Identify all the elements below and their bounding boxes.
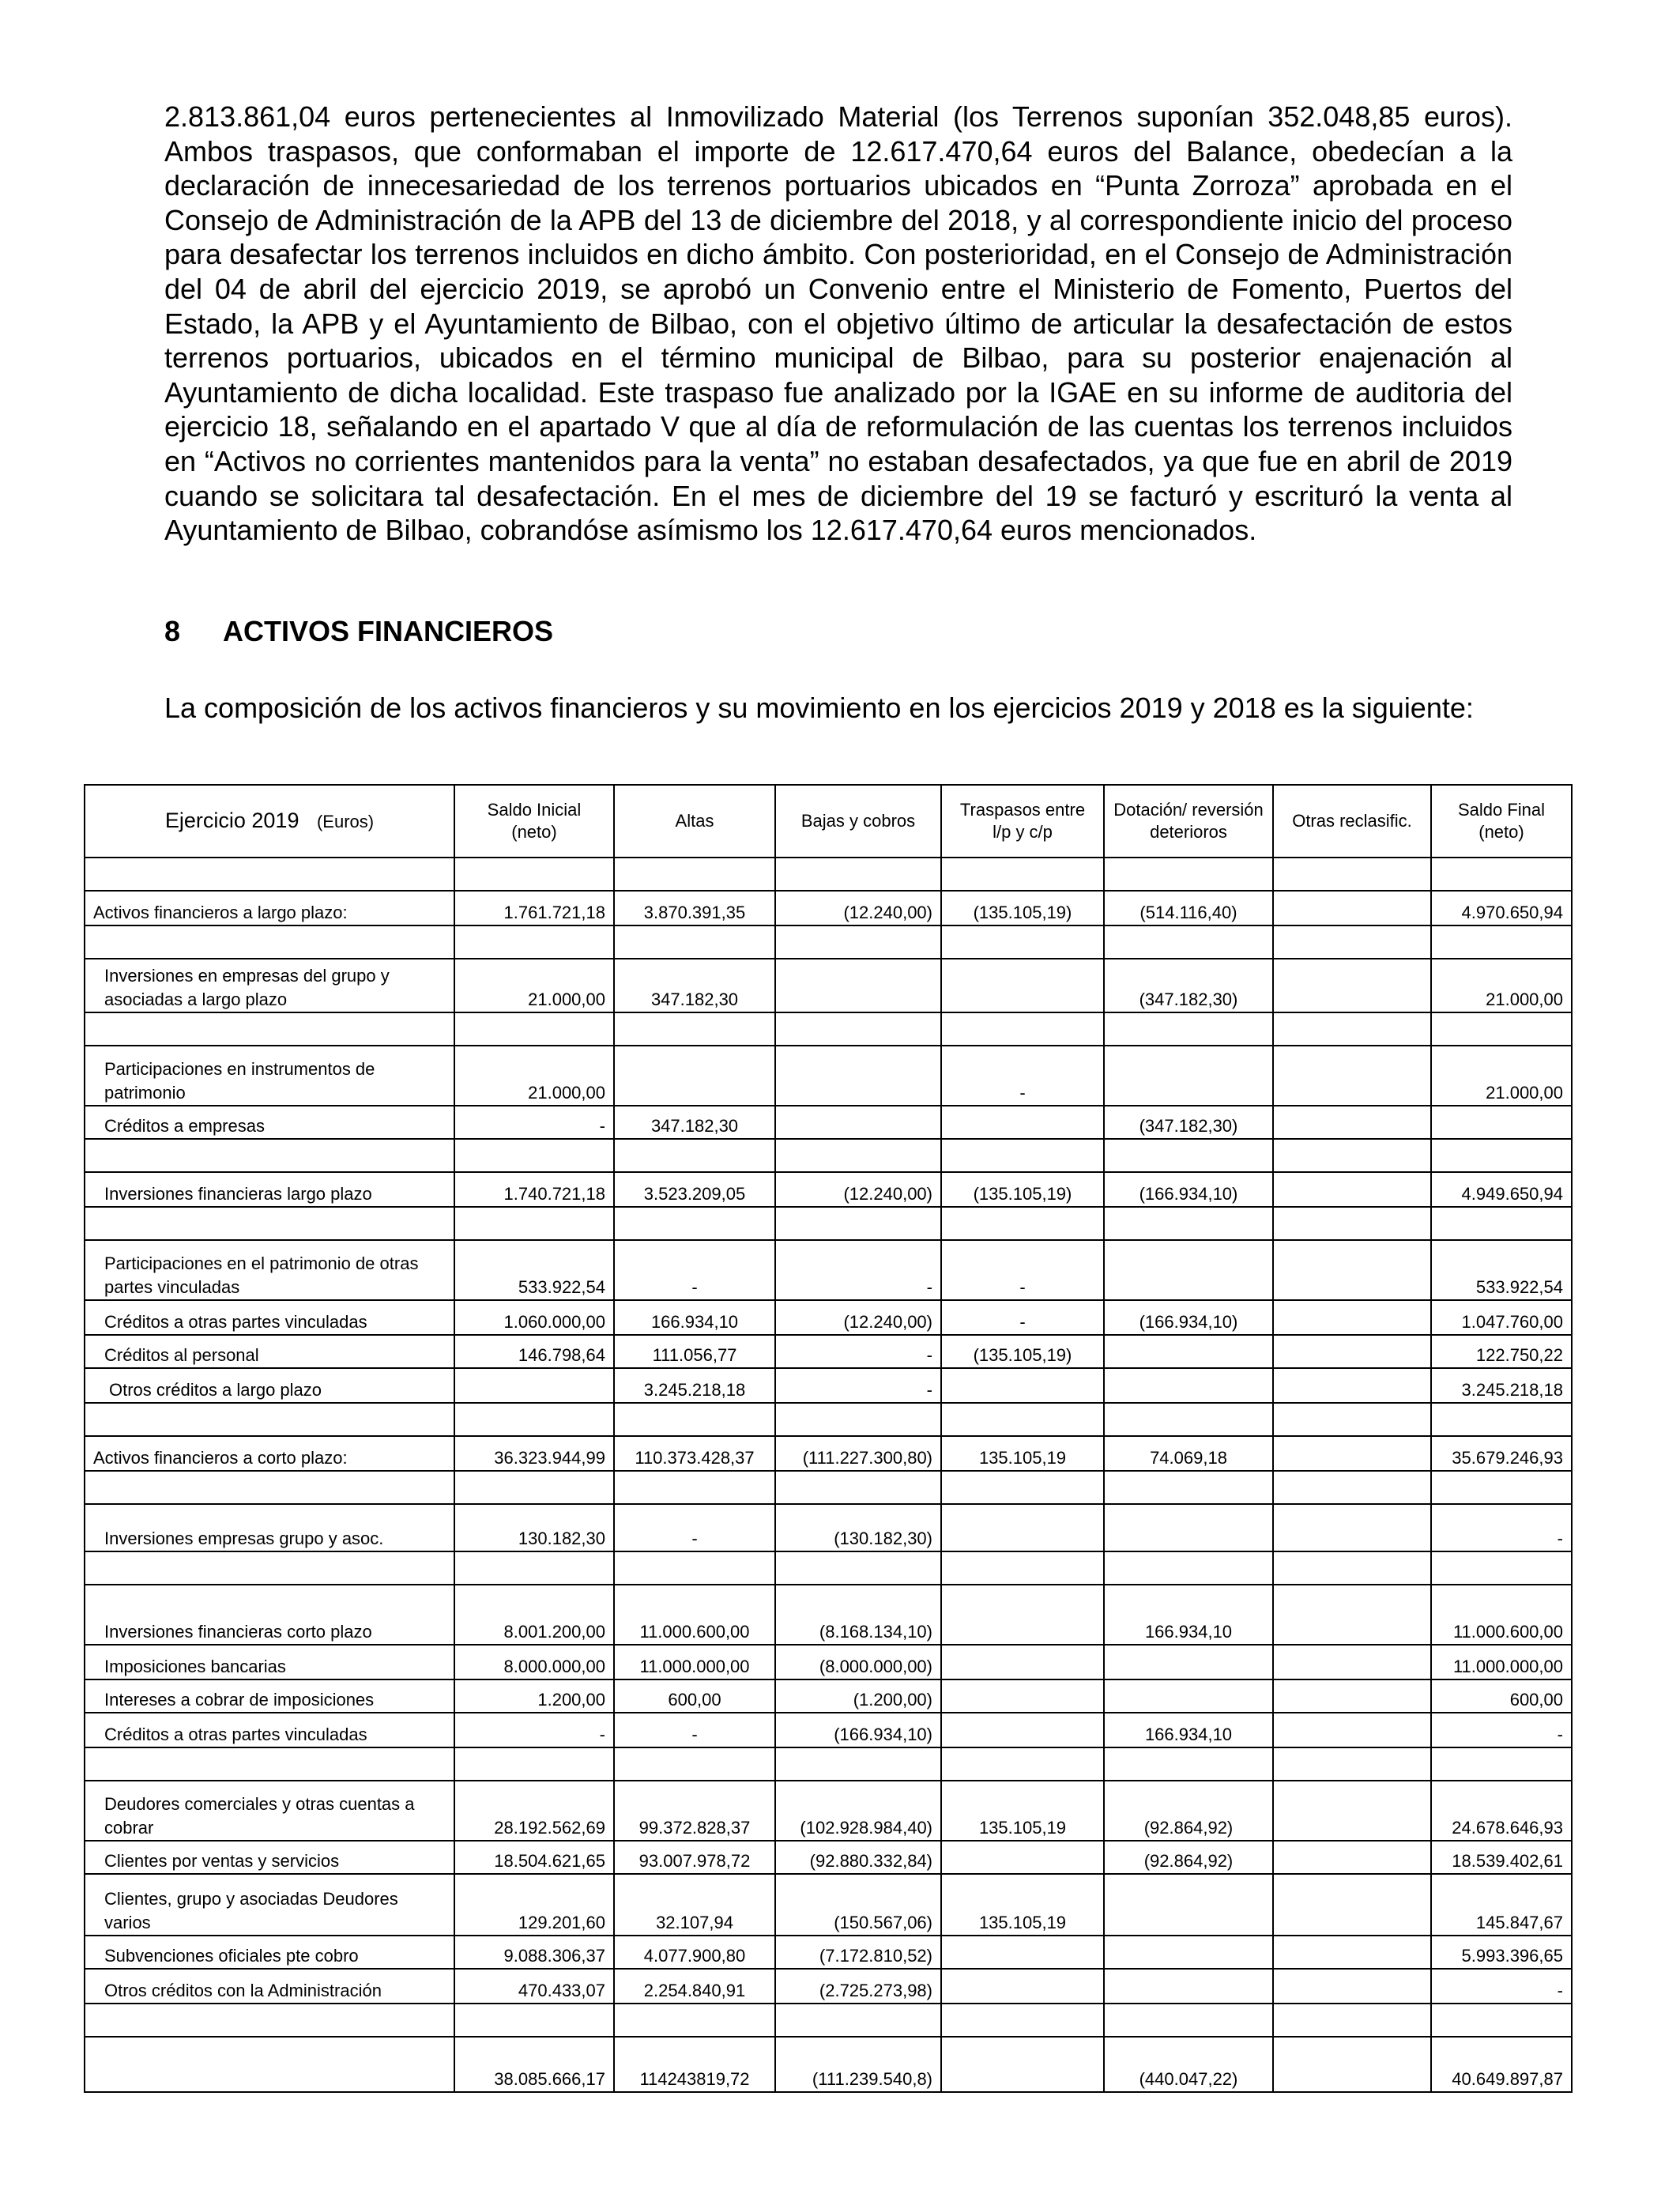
row-cell: - bbox=[941, 1240, 1104, 1300]
row-cell bbox=[1273, 1139, 1431, 1172]
row-cell: (8.168.134,10) bbox=[775, 1585, 941, 1645]
row-cell bbox=[775, 1106, 941, 1139]
row-cell: 99.372.828,37 bbox=[614, 1781, 775, 1841]
row-cell bbox=[775, 1012, 941, 1046]
row-label: Créditos al personal bbox=[85, 1335, 454, 1368]
row-cell bbox=[941, 1585, 1104, 1645]
row-cell bbox=[614, 1747, 775, 1781]
row-cell: 3.523.209,05 bbox=[614, 1172, 775, 1207]
table-row bbox=[85, 2037, 1572, 2092]
row-cell bbox=[614, 1207, 775, 1240]
row-cell bbox=[614, 1551, 775, 1585]
table-row bbox=[85, 1936, 1572, 1969]
section-heading bbox=[164, 615, 553, 648]
row-cell bbox=[1273, 1747, 1431, 1781]
row-cell bbox=[1104, 1645, 1273, 1679]
row-cell: 8.000.000,00 bbox=[454, 1645, 614, 1679]
table-row bbox=[85, 1207, 1572, 1240]
row-label bbox=[85, 1471, 454, 1504]
row-cell: (135.105,19) bbox=[941, 1335, 1104, 1368]
row-cell bbox=[1431, 1747, 1572, 1781]
row-cell bbox=[941, 1504, 1104, 1551]
table-row bbox=[85, 858, 1572, 891]
row-cell: 135.105,19 bbox=[941, 1781, 1104, 1841]
row-cell: (12.240,00) bbox=[775, 1300, 941, 1335]
row-cell: 24.678.646,93 bbox=[1431, 1781, 1572, 1841]
row-cell bbox=[1104, 1874, 1273, 1936]
row-cell: 1.060.000,00 bbox=[454, 1300, 614, 1335]
row-cell bbox=[1104, 925, 1273, 959]
row-cell: - bbox=[454, 1106, 614, 1139]
row-cell: - bbox=[941, 1300, 1104, 1335]
row-cell bbox=[1273, 891, 1431, 925]
row-cell: (2.725.273,98) bbox=[775, 1969, 941, 2004]
row-label: Créditos a empresas bbox=[85, 1106, 454, 1139]
table-row bbox=[85, 1368, 1572, 1403]
row-cell bbox=[1431, 1403, 1572, 1436]
section-title: ACTIVOS FINANCIEROS bbox=[223, 615, 554, 647]
row-cell bbox=[1273, 1969, 1431, 2004]
row-cell bbox=[1273, 1841, 1431, 1874]
row-cell bbox=[614, 1012, 775, 1046]
row-cell: (111.227.300,80) bbox=[775, 1436, 941, 1471]
row-label: Activos financieros a corto plazo: bbox=[85, 1436, 454, 1471]
row-cell bbox=[1273, 959, 1431, 1012]
header-exercise bbox=[85, 785, 454, 858]
row-label: Créditos a otras partes vinculadas bbox=[85, 1300, 454, 1335]
row-cell: 146.798,64 bbox=[454, 1335, 614, 1368]
row-cell bbox=[454, 1471, 614, 1504]
row-cell bbox=[941, 2004, 1104, 2037]
row-cell bbox=[775, 925, 941, 959]
row-label bbox=[85, 1207, 454, 1240]
row-cell: 135.105,19 bbox=[941, 1436, 1104, 1471]
row-cell bbox=[941, 1645, 1104, 1679]
header-col-otras: Otras reclasific. bbox=[1273, 785, 1431, 858]
row-cell: 1.047.760,00 bbox=[1431, 1300, 1572, 1335]
row-cell: 122.750,22 bbox=[1431, 1335, 1572, 1368]
row-cell: 11.000.600,00 bbox=[614, 1585, 775, 1645]
row-cell: - bbox=[1431, 1969, 1572, 2004]
row-cell: (166.934,10) bbox=[775, 1713, 941, 1747]
row-cell bbox=[941, 1679, 1104, 1713]
row-cell bbox=[1273, 1172, 1431, 1207]
row-cell bbox=[1273, 2004, 1431, 2037]
row-cell bbox=[1273, 1645, 1431, 1679]
row-cell: 1.740.721,18 bbox=[454, 1172, 614, 1207]
row-label bbox=[85, 2037, 454, 2092]
row-cell: (92.880.332,84) bbox=[775, 1841, 941, 1874]
table-row bbox=[85, 925, 1572, 959]
row-cell bbox=[1273, 1551, 1431, 1585]
intro-paragraph bbox=[164, 100, 1512, 548]
row-cell bbox=[1273, 1012, 1431, 1046]
row-cell: 2.254.840,91 bbox=[614, 1969, 775, 2004]
row-cell bbox=[1104, 1471, 1273, 1504]
row-cell: 347.182,30 bbox=[614, 1106, 775, 1139]
row-cell bbox=[1273, 1781, 1431, 1841]
row-label: Inversiones en empresas del grupo y asociadas a largo plazo bbox=[85, 959, 454, 1012]
row-cell bbox=[941, 959, 1104, 1012]
row-label: Participaciones en el patrimonio de otras partes vinculadas bbox=[85, 1240, 454, 1300]
row-cell bbox=[1431, 1471, 1572, 1504]
row-cell: 11.000.000,00 bbox=[1431, 1645, 1572, 1679]
row-cell: 11.000.600,00 bbox=[1431, 1585, 1572, 1645]
row-cell: 21.000,00 bbox=[1431, 1046, 1572, 1106]
row-cell: 40.649.897,87 bbox=[1431, 2037, 1572, 2092]
row-cell bbox=[1431, 1139, 1572, 1172]
row-label bbox=[85, 1747, 454, 1781]
row-cell bbox=[1104, 1335, 1273, 1368]
row-cell bbox=[1273, 1936, 1431, 1969]
row-cell bbox=[1104, 1551, 1273, 1585]
row-cell: 4.970.650,94 bbox=[1431, 891, 1572, 925]
row-cell: 166.934,10 bbox=[1104, 1713, 1273, 1747]
row-cell bbox=[614, 1139, 775, 1172]
row-cell: - bbox=[614, 1504, 775, 1551]
row-cell: 93.007.978,72 bbox=[614, 1841, 775, 1874]
table-row bbox=[85, 1781, 1572, 1841]
row-label: Inversiones financieras corto plazo bbox=[85, 1585, 454, 1645]
row-cell: 3.245.218,18 bbox=[614, 1368, 775, 1403]
table-row bbox=[85, 1969, 1572, 2004]
row-cell: 1.200,00 bbox=[454, 1679, 614, 1713]
table-row bbox=[85, 1504, 1572, 1551]
row-label: Imposiciones bancarias bbox=[85, 1645, 454, 1679]
section-intro bbox=[164, 691, 1512, 726]
row-cell bbox=[454, 2004, 614, 2037]
row-cell: 35.679.246,93 bbox=[1431, 1436, 1572, 1471]
row-cell bbox=[454, 1368, 614, 1403]
table-row bbox=[85, 1436, 1572, 1471]
table-row bbox=[85, 1679, 1572, 1713]
row-label: Participaciones en instrumentos de patrimonio bbox=[85, 1046, 454, 1106]
row-cell: (347.182,30) bbox=[1104, 1106, 1273, 1139]
row-cell bbox=[454, 1012, 614, 1046]
row-cell: 9.088.306,37 bbox=[454, 1936, 614, 1969]
row-cell bbox=[454, 1207, 614, 1240]
row-label: Inversiones empresas grupo y asoc. bbox=[85, 1504, 454, 1551]
row-cell: - bbox=[775, 1368, 941, 1403]
row-cell: (92.864,92) bbox=[1104, 1841, 1273, 1874]
row-cell bbox=[1273, 2037, 1431, 2092]
row-cell: (166.934,10) bbox=[1104, 1300, 1273, 1335]
row-label: Clientes, grupo y asociadas Deudores varios bbox=[85, 1874, 454, 1936]
table-row bbox=[85, 959, 1572, 1012]
row-cell: 166.934,10 bbox=[1104, 1585, 1273, 1645]
row-cell bbox=[775, 959, 941, 1012]
row-cell bbox=[614, 1471, 775, 1504]
row-cell: 3.870.391,35 bbox=[614, 891, 775, 925]
row-cell bbox=[1431, 2004, 1572, 2037]
row-cell: 18.539.402,61 bbox=[1431, 1841, 1572, 1874]
row-cell bbox=[1273, 1504, 1431, 1551]
row-cell bbox=[454, 1139, 614, 1172]
row-cell bbox=[1104, 1936, 1273, 1969]
row-cell bbox=[454, 858, 614, 891]
row-cell bbox=[775, 1403, 941, 1436]
row-cell: 470.433,07 bbox=[454, 1969, 614, 2004]
row-cell bbox=[775, 1139, 941, 1172]
row-cell bbox=[1104, 1012, 1273, 1046]
financial-assets-table bbox=[84, 784, 1573, 2093]
header-col-saldo-final: Saldo Final (neto) bbox=[1431, 785, 1572, 858]
row-cell bbox=[1104, 1969, 1273, 2004]
row-cell bbox=[1273, 1046, 1431, 1106]
row-cell bbox=[454, 1403, 614, 1436]
row-cell bbox=[1431, 858, 1572, 891]
row-label: Intereses a cobrar de imposiciones bbox=[85, 1679, 454, 1713]
row-cell: 600,00 bbox=[614, 1679, 775, 1713]
row-cell: - bbox=[775, 1335, 941, 1368]
row-cell: (12.240,00) bbox=[775, 1172, 941, 1207]
row-label bbox=[85, 2004, 454, 2037]
row-cell: - bbox=[1431, 1504, 1572, 1551]
row-cell: 129.201,60 bbox=[454, 1874, 614, 1936]
row-cell: (150.567,06) bbox=[775, 1874, 941, 1936]
row-cell bbox=[941, 1747, 1104, 1781]
table-row bbox=[85, 1300, 1572, 1335]
row-cell: 8.001.200,00 bbox=[454, 1585, 614, 1645]
row-cell: 5.993.396,65 bbox=[1431, 1936, 1572, 1969]
row-cell: 28.192.562,69 bbox=[454, 1781, 614, 1841]
table-row bbox=[85, 1012, 1572, 1046]
table-row bbox=[85, 1747, 1572, 1781]
row-cell bbox=[941, 1713, 1104, 1747]
row-cell: 4.949.650,94 bbox=[1431, 1172, 1572, 1207]
row-cell: (130.182,30) bbox=[775, 1504, 941, 1551]
table-header-row bbox=[85, 785, 1572, 858]
row-cell bbox=[1273, 1300, 1431, 1335]
row-cell bbox=[1273, 1335, 1431, 1368]
table-row bbox=[85, 1585, 1572, 1645]
row-cell bbox=[454, 1747, 614, 1781]
table-row bbox=[85, 1172, 1572, 1207]
row-cell bbox=[941, 1936, 1104, 1969]
header-col-bajas: Bajas y cobros bbox=[775, 785, 941, 858]
row-cell bbox=[941, 858, 1104, 891]
row-cell: 600,00 bbox=[1431, 1679, 1572, 1713]
row-cell bbox=[775, 1747, 941, 1781]
row-label: Activos financieros a largo plazo: bbox=[85, 891, 454, 925]
table-row bbox=[85, 1645, 1572, 1679]
row-cell: 21.000,00 bbox=[1431, 959, 1572, 1012]
row-cell: (102.928.984,40) bbox=[775, 1781, 941, 1841]
row-cell bbox=[1273, 925, 1431, 959]
row-cell: 3.245.218,18 bbox=[1431, 1368, 1572, 1403]
row-cell: 18.504.621,65 bbox=[454, 1841, 614, 1874]
row-cell: (514.116,40) bbox=[1104, 891, 1273, 925]
row-cell bbox=[1104, 1207, 1273, 1240]
row-cell: (440.047,22) bbox=[1104, 2037, 1273, 2092]
row-cell: (92.864,92) bbox=[1104, 1781, 1273, 1841]
row-cell: 21.000,00 bbox=[454, 959, 614, 1012]
row-cell: 533.922,54 bbox=[454, 1240, 614, 1300]
row-cell bbox=[941, 1471, 1104, 1504]
row-cell: (111.239.540,8) bbox=[775, 2037, 941, 2092]
row-cell bbox=[1273, 1471, 1431, 1504]
row-cell: (7.172.810,52) bbox=[775, 1936, 941, 1969]
table-row bbox=[85, 1335, 1572, 1368]
row-label: Otros créditos a largo plazo bbox=[85, 1368, 454, 1403]
row-label bbox=[85, 858, 454, 891]
row-cell bbox=[614, 858, 775, 891]
row-cell bbox=[1273, 1585, 1431, 1645]
row-cell bbox=[1273, 1713, 1431, 1747]
row-cell bbox=[1104, 1368, 1273, 1403]
row-cell: 4.077.900,80 bbox=[614, 1936, 775, 1969]
row-cell bbox=[1104, 858, 1273, 891]
section-intro-text: La composición de los activos financieros y su movimiento en los ejercicios 2019 y 2018 es la siguiente: bbox=[164, 692, 1474, 724]
row-cell: - bbox=[775, 1240, 941, 1300]
row-cell: 111.056,77 bbox=[614, 1335, 775, 1368]
row-cell: 1.761.721,18 bbox=[454, 891, 614, 925]
row-cell: 21.000,00 bbox=[454, 1046, 614, 1106]
table-row bbox=[85, 1106, 1572, 1139]
table-row bbox=[85, 1139, 1572, 1172]
row-cell: (1.200,00) bbox=[775, 1679, 941, 1713]
row-cell bbox=[941, 1403, 1104, 1436]
row-cell bbox=[1431, 1207, 1572, 1240]
row-cell bbox=[1104, 1240, 1273, 1300]
row-cell bbox=[941, 1551, 1104, 1585]
table-row bbox=[85, 1874, 1572, 1936]
row-cell: (12.240,00) bbox=[775, 891, 941, 925]
row-label bbox=[85, 1551, 454, 1585]
table-row bbox=[85, 1551, 1572, 1585]
row-label: Deudores comerciales y otras cuentas a cobrar bbox=[85, 1781, 454, 1841]
header-units: (Euros) bbox=[316, 812, 375, 831]
row-cell bbox=[1273, 1207, 1431, 1240]
row-cell bbox=[775, 1551, 941, 1585]
row-cell bbox=[1273, 1436, 1431, 1471]
row-cell bbox=[775, 1207, 941, 1240]
header-col-dotacion: Dotación/ reversión deterioros bbox=[1104, 785, 1273, 858]
row-cell bbox=[454, 925, 614, 959]
table-row bbox=[85, 1046, 1572, 1106]
row-cell bbox=[941, 1969, 1104, 2004]
row-cell: 347.182,30 bbox=[614, 959, 775, 1012]
table-row bbox=[85, 1471, 1572, 1504]
row-cell bbox=[941, 1841, 1104, 1874]
row-cell bbox=[614, 1403, 775, 1436]
row-cell bbox=[1104, 1403, 1273, 1436]
row-cell: 110.373.428,37 bbox=[614, 1436, 775, 1471]
row-cell: 166.934,10 bbox=[614, 1300, 775, 1335]
row-cell: - bbox=[1431, 1713, 1572, 1747]
row-cell: 135.105,19 bbox=[941, 1874, 1104, 1936]
row-cell bbox=[1104, 1747, 1273, 1781]
section-number: 8 bbox=[164, 615, 181, 647]
row-cell bbox=[1273, 1368, 1431, 1403]
row-cell bbox=[1104, 1504, 1273, 1551]
row-cell: (135.105,19) bbox=[941, 1172, 1104, 1207]
row-cell bbox=[941, 2037, 1104, 2092]
row-cell bbox=[1273, 1240, 1431, 1300]
table-row bbox=[85, 1713, 1572, 1747]
row-cell bbox=[1431, 1551, 1572, 1585]
row-label bbox=[85, 1403, 454, 1436]
row-cell: - bbox=[614, 1713, 775, 1747]
row-label bbox=[85, 925, 454, 959]
row-cell: 32.107,94 bbox=[614, 1874, 775, 1936]
row-cell bbox=[941, 925, 1104, 959]
row-cell bbox=[1431, 1106, 1572, 1139]
row-cell: - bbox=[941, 1046, 1104, 1106]
row-label: Subvenciones oficiales pte cobro bbox=[85, 1936, 454, 1969]
row-cell bbox=[775, 1046, 941, 1106]
row-cell: 114243819,72 bbox=[614, 2037, 775, 2092]
row-cell bbox=[941, 1139, 1104, 1172]
row-cell bbox=[1104, 2004, 1273, 2037]
row-cell: - bbox=[614, 1240, 775, 1300]
row-label: Inversiones financieras largo plazo bbox=[85, 1172, 454, 1207]
row-cell bbox=[775, 2004, 941, 2037]
row-label: Clientes por ventas y servicios bbox=[85, 1841, 454, 1874]
header-exercise-label: Ejercicio 2019 bbox=[164, 809, 299, 832]
row-cell bbox=[1273, 1874, 1431, 1936]
row-cell: 74.069,18 bbox=[1104, 1436, 1273, 1471]
row-cell bbox=[1104, 1046, 1273, 1106]
row-cell bbox=[1273, 1106, 1431, 1139]
row-cell: 36.323.944,99 bbox=[454, 1436, 614, 1471]
row-cell: - bbox=[454, 1713, 614, 1747]
row-cell bbox=[1104, 1679, 1273, 1713]
row-cell: 145.847,67 bbox=[1431, 1874, 1572, 1936]
row-cell bbox=[941, 1106, 1104, 1139]
intro-text: 2.813.861,04 euros pertenecientes al Inmovilizado Material (los Terrenos suponían 352.048,85 euros). Ambos traspasos, que conformaban el importe de 12.617.470,64 euros del Balance, obedecían a la declaración de innecesariedad de los terrenos portuarios ubicados en “Punta Zorroza” aprobada en el Consejo de Administración de la APB del 13 de diciembre del 2018, y al correspondiente inicio del proceso para desafectar los terrenos incluidos en dicho ámbito. Con posterioridad, en el Consejo de Administración del 04 de abril del ejercicio 2019, se aprobó un Convenio entre el Ministerio de Fomento, Puertos del Estado, la APB y el Ayuntamiento de Bilbao, con el objetivo último de articular la desafectación de estos terrenos portuarios, ubicados en el término municipal de Bilbao, para su posterior enajenación al Ayuntamiento de dicha localidad. Este traspaso fue analizado por la IGAE en su informe de auditoria del ejercicio 18, señalando en el apartado V que al día de reformulación de las cuentas los terrenos incluidos en “Activos no corrientes mantenidos para la venta” no estaban desafectados, ya que fue en abril de 2019 cuando se solicitara tal desafectación. En el mes de diciembre del 19 se facturó y escrituró la venta al Ayuntamiento de Bilbao, cobrandóse asímismo los 12.617.470,64 euros mencionados. bbox=[164, 100, 1512, 547]
row-label bbox=[85, 1012, 454, 1046]
row-cell bbox=[614, 925, 775, 959]
row-cell: (166.934,10) bbox=[1104, 1172, 1273, 1207]
table-row bbox=[85, 1841, 1572, 1874]
row-cell bbox=[941, 1368, 1104, 1403]
row-cell bbox=[775, 1471, 941, 1504]
row-cell bbox=[1104, 1139, 1273, 1172]
row-cell: 533.922,54 bbox=[1431, 1240, 1572, 1300]
row-label: Otros créditos con la Administración bbox=[85, 1969, 454, 2004]
row-cell bbox=[941, 1012, 1104, 1046]
row-cell bbox=[1273, 1679, 1431, 1713]
row-cell bbox=[614, 2004, 775, 2037]
row-cell bbox=[941, 1207, 1104, 1240]
table-row bbox=[85, 2004, 1572, 2037]
row-cell: (135.105,19) bbox=[941, 891, 1104, 925]
row-cell: (8.000.000,00) bbox=[775, 1645, 941, 1679]
row-label: Créditos a otras partes vinculadas bbox=[85, 1713, 454, 1747]
table-row bbox=[85, 891, 1572, 925]
row-cell bbox=[1273, 1403, 1431, 1436]
row-cell bbox=[1431, 925, 1572, 959]
header-col-altas: Altas bbox=[614, 785, 775, 858]
row-cell bbox=[454, 1551, 614, 1585]
header-col-saldo-inicial: Saldo Inicial (neto) bbox=[454, 785, 614, 858]
row-cell: 11.000.000,00 bbox=[614, 1645, 775, 1679]
row-label bbox=[85, 1139, 454, 1172]
row-cell bbox=[775, 858, 941, 891]
row-cell: 38.085.666,17 bbox=[454, 2037, 614, 2092]
row-cell bbox=[614, 1046, 775, 1106]
row-cell bbox=[1273, 858, 1431, 891]
row-cell: (347.182,30) bbox=[1104, 959, 1273, 1012]
row-cell bbox=[1431, 1012, 1572, 1046]
row-cell: 130.182,30 bbox=[454, 1504, 614, 1551]
table-row bbox=[85, 1240, 1572, 1300]
table-row bbox=[85, 1403, 1572, 1436]
header-col-traspasos: Traspasos entre l/p y c/p bbox=[941, 785, 1104, 858]
